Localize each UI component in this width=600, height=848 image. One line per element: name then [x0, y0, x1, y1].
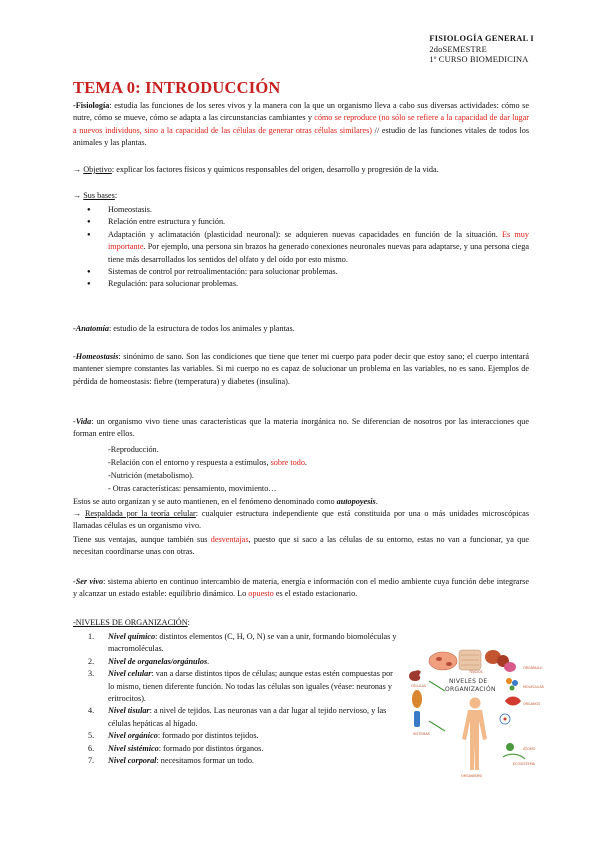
- vida-relacion-end: .: [304, 458, 307, 467]
- bases-label: Sus bases: [83, 191, 115, 200]
- list-item: [73, 656, 399, 668]
- vida-item: - Otras características: pensamiento, movimiento…: [108, 484, 277, 493]
- item-number: 2.: [88, 656, 95, 666]
- paragraph-teoria: [73, 508, 529, 533]
- item-number: 1.: [88, 632, 95, 641]
- item-term: Nivel químico: [108, 632, 156, 641]
- item-term: Nivel orgánico: [108, 731, 158, 741]
- paragraph-anatomia: [73, 323, 529, 335]
- teoria-label: Respaldada por la teoría celular: [85, 509, 196, 518]
- desv-text-a: Tiene sus ventajas, aunque también sus: [73, 535, 211, 544]
- list-item: [73, 229, 529, 266]
- header-year: 1º CURSO BIOMEDICINA: [429, 55, 529, 64]
- niveles-colon: :: [187, 618, 190, 627]
- label-organismo: ORGANISMO: [461, 774, 483, 778]
- paragraph-homeostasis: [73, 351, 529, 388]
- paragraph-ser-vivo: [73, 576, 529, 601]
- niveles-heading: [73, 617, 529, 629]
- molecule-illustrations: [500, 662, 525, 759]
- arrow-icon: [429, 721, 445, 731]
- objetivo-label: Objetivo: [83, 165, 112, 174]
- list-item: ● Sistemas de control por retroalimentación: para solucionar problemas.: [73, 266, 529, 278]
- plasticity-highlight: Es muy importante: [108, 229, 529, 252]
- bases-colon: :: [114, 191, 118, 200]
- term-homeostasis: -Homeostasis: [73, 352, 119, 361]
- list-item: [73, 668, 399, 705]
- niveles-list: [73, 631, 399, 767]
- vida-relacion-text: -Relación con el entorno y respuesta a estímulos,: [108, 458, 271, 467]
- organs-illustration: [409, 670, 422, 727]
- header-course: FISIOLOGÍA GENERAL I: [429, 34, 534, 43]
- fisiologia-highlight: cómo se reproduce (no sólo se refiere a la capacidad de dar lugar a nuevos individuos, sino a la capacidad de las células de generar otras células similares): [73, 113, 529, 135]
- paragraph-bases: [73, 190, 529, 202]
- item-number: 7.: [88, 756, 95, 766]
- label-organos: ÓRGANOS: [523, 702, 541, 706]
- vida-item: [108, 457, 307, 469]
- item-text: : formado por distintos tejidos.: [157, 731, 259, 741]
- item-text: : necesitamos formar un todo.: [156, 756, 254, 766]
- term-ser-vivo: -Ser vivo: [73, 577, 104, 586]
- label-tejidos: TEJIDOS: [469, 670, 483, 674]
- arrow-icon: →: [73, 165, 84, 174]
- vida-text: : un organismo vivo tiene unas características que la materia inorgánica no. Se diferencian de nosotros por las interacciones que forman entre ellos.: [73, 417, 529, 439]
- item-term: Nivel corporal: [108, 756, 157, 766]
- list-item: ● Relación entre estructura y función.: [73, 216, 529, 228]
- vida-relacion-highlight: sobre todo: [270, 458, 305, 467]
- item-term: Nivel celular: [108, 669, 152, 679]
- paragraph-fisiologia: [73, 100, 529, 150]
- item-text: : formado por distintos órganos.: [158, 743, 264, 753]
- item-number: 4.: [88, 706, 95, 716]
- item-text: : van a darse distintos tipos de células; aunque estas estén compuestas por lo mismo, tienen diferente función. No todas las células son iguales (véase: neuronas y eritrocitos).: [108, 669, 393, 704]
- objetivo-text: : explicar los factores físicos y químicos responsables del origen, desarrollo y progresión de la vida.: [111, 165, 439, 174]
- list-item: [73, 755, 399, 767]
- vida-item: -Nutrición (metabolismo).: [108, 471, 194, 480]
- figure-title-line2: ORGANIZACIÓN: [445, 686, 496, 693]
- human-body-icon: [462, 698, 487, 771]
- term-autopoyesis: autopoyesis: [336, 497, 376, 506]
- desv-text-b: , puesto que si saco a las células de su entorno, estas no van a funcionar, ya que necesitan coordinarse unas con otras.: [73, 535, 529, 557]
- label-sistemas: SISTEMAS: [413, 732, 430, 736]
- item-number: 6.: [88, 743, 95, 753]
- vida-item: -Reproducción.: [108, 445, 159, 454]
- arrow-icon: →: [73, 191, 84, 200]
- item-term: Nivel tisular: [108, 706, 150, 716]
- list-item: [73, 705, 399, 730]
- levels-of-organization-figure: [405, 647, 553, 779]
- arrow-icon: →: [73, 509, 86, 518]
- plasticity-text-b: . Por ejemplo, una persona sin brazos ha generado conexiones neuronales nuevas para adaptarse, y una persona ciega tiene más desarrollados los sentidos del olfato y del oído por esto mismo.: [108, 242, 529, 264]
- list-item: [73, 730, 399, 742]
- item-term: Nivel de organelas/orgánulos: [108, 656, 208, 666]
- label-organulo: ORGÁNULO: [523, 666, 543, 670]
- item-number: 5.: [88, 731, 95, 741]
- auto-text-b: .: [375, 497, 378, 506]
- figure-title-line1: NIVELES DE: [449, 678, 488, 685]
- ser-vivo-text-b: es el estado estacionario.: [273, 589, 358, 599]
- cells-illustration: [429, 650, 509, 670]
- ser-vivo-text-a: : sistema abierto en continuo intercambio de materia, energía e información con el medio ambiente cuya función debe integrarse y alcanzar un estado estable: equilibrio dinámico. Lo: [73, 577, 529, 599]
- plasticity-text-a: Adaptación y aclimatación (plasticidad neuronal): se adquieren nuevas capacidades en función de la situación.: [108, 229, 503, 239]
- niveles-heading-text: -NIVELES DE ORGANIZACIÓN: [73, 618, 188, 627]
- item-text: : a nivel de tejidos. Las neuronas van a dar lugar al tejido nervioso, y las células hepáticas al hígado.: [108, 706, 387, 728]
- label-ecosistema: ECOSISTEMA: [513, 762, 535, 766]
- paragraph-vida: [73, 416, 529, 441]
- list-item: ● Regulación: para solucionar problemas.: [73, 278, 529, 290]
- label-atomo: ÁTOMO: [523, 747, 536, 751]
- paragraph-autopoyesis: [73, 496, 529, 508]
- item-number: 3.: [88, 669, 95, 679]
- label-moleculas: MOLÉCULAS: [523, 685, 544, 689]
- term-fisiologia: -Fisiología: [73, 101, 110, 110]
- arrow-icon: [429, 681, 445, 691]
- page-title: TEMA 0: INTRODUCCIÓN: [73, 78, 281, 97]
- teoria-text: : cualquier estructura independiente que está constituida por una o más unidades microscópicas llamadas células es un organismo vivo.: [73, 509, 530, 531]
- paragraph-desventajas: [73, 534, 529, 559]
- header-semester: 2doSEMESTRE: [429, 44, 487, 54]
- paragraph-objetivo: [73, 164, 529, 176]
- term-vida: -Vida: [73, 417, 92, 426]
- fisiologia-text-b: // estudio de las funciones vitales de todos los animales y las plantas.: [73, 125, 529, 148]
- list-item: [73, 743, 399, 755]
- ser-vivo-highlight: opuesto: [248, 589, 274, 599]
- list-item: [73, 631, 399, 656]
- list-item: ● Homeostasis.: [73, 204, 529, 216]
- auto-text-a: Estos se auto organizan y se auto mantienen, en el fenómeno denominado como: [73, 497, 337, 506]
- item-text: : distintos elementos (C, H, O, N) se van a unir, formando biomoléculas y macromoléculas.: [108, 632, 397, 654]
- homeostasis-text: : sinónimo de sano. Son las condiciones que tiene que tener mi cuerpo para poder decir que estoy sano; el cuerpo intentará mantener siempre constantes las variables. Si mi cuerpo no es capaz de solucionar un problema en las variables, no es sano. Ejemplos de pérdida de homeostasis: fiebre (temperatura) y diabetes (insulina).: [73, 352, 529, 386]
- item-text: .: [207, 656, 210, 666]
- item-term: Nivel sistémico: [108, 743, 159, 753]
- page-header: [429, 34, 534, 66]
- bases-list: [73, 204, 529, 291]
- term-anatomia: -Anatomía: [73, 324, 109, 333]
- label-celulas: CÉLULAS: [411, 684, 427, 688]
- anatomia-text: : estudio de la estructura de todos los animales y plantas.: [108, 324, 295, 333]
- fisiologia-text-a: : estudia las funciones de los seres vivos y la manera con la que un organismo lleva a cabo sus diversas actividades: cómo se nutre, cómo se mueve, cómo se adapta a las circunstancias cambiantes y: [73, 101, 529, 123]
- desv-highlight: desventajas: [210, 535, 249, 544]
